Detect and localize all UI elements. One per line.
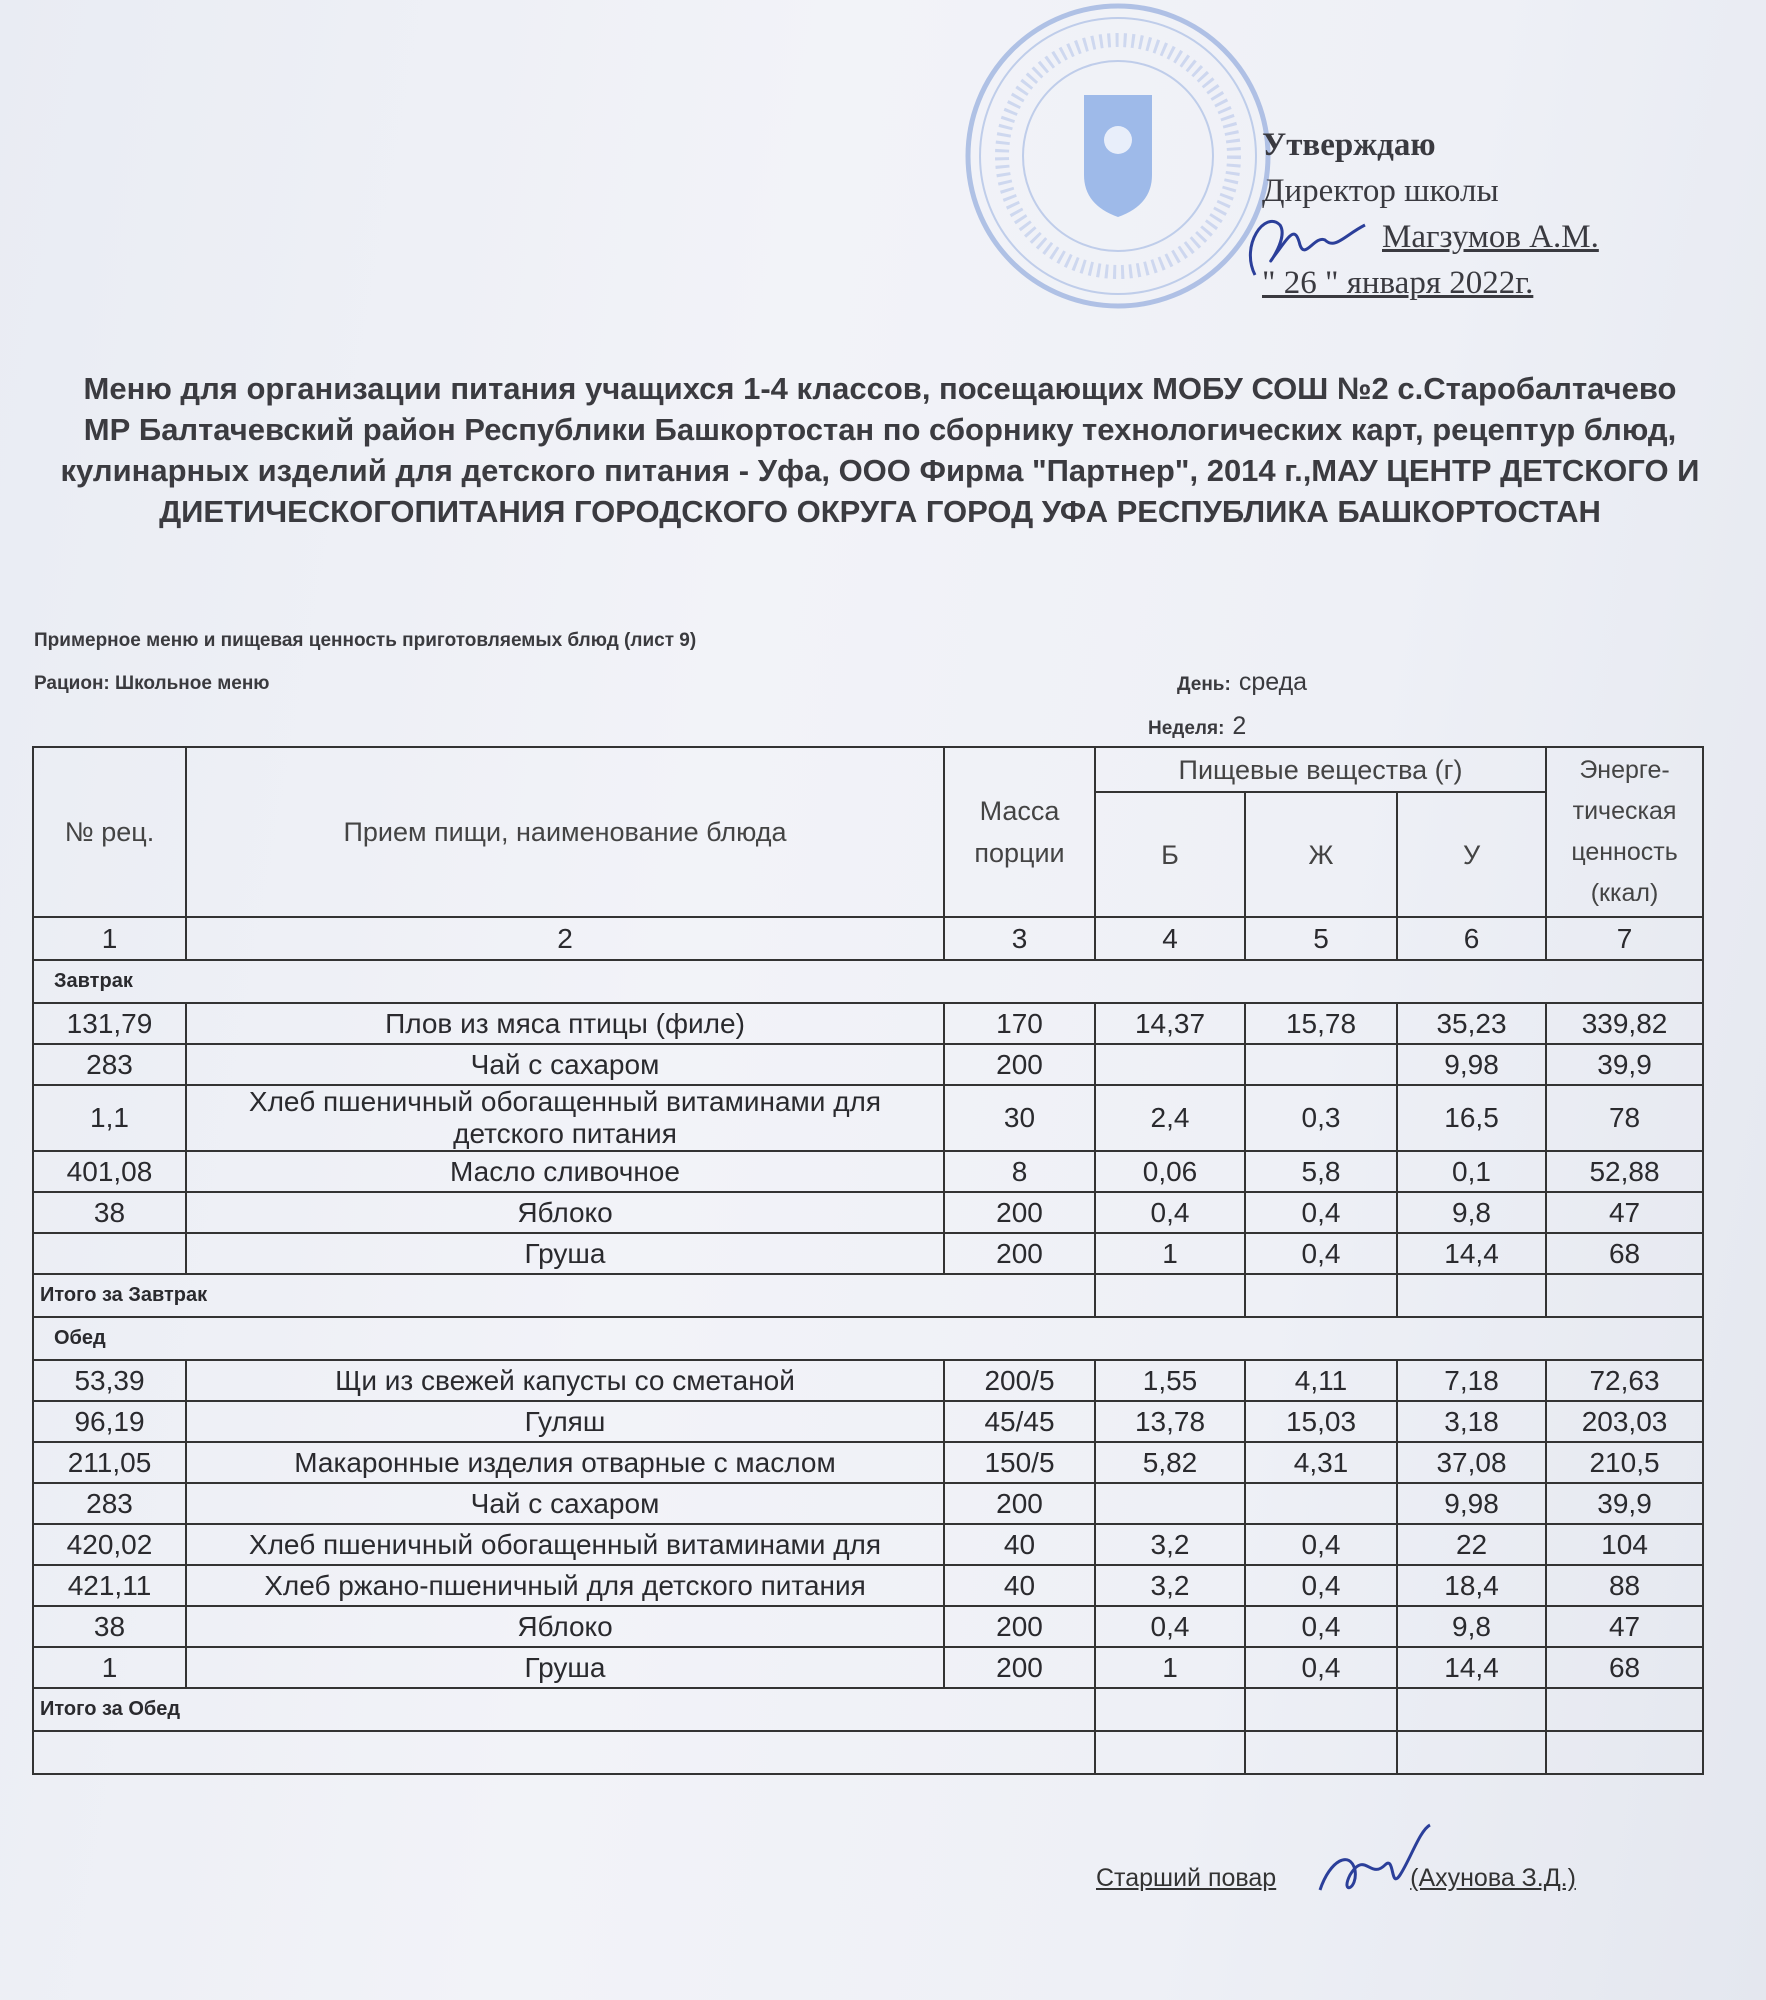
portion-mass: 200	[944, 1483, 1095, 1524]
total-row-breakfast	[33, 1274, 1703, 1317]
energy: 68	[1546, 1233, 1703, 1274]
week-value: 2	[1232, 712, 1247, 740]
col-number: 3	[944, 917, 1095, 960]
fat: 0,4	[1245, 1606, 1397, 1647]
dish-name: Макаронные изделия отварные с маслом	[186, 1442, 944, 1483]
portion-mass: 200	[944, 1606, 1095, 1647]
header-mass: Масса порции	[944, 747, 1095, 917]
carbs: 35,23	[1397, 1003, 1546, 1044]
dish-name: Яблоко	[186, 1192, 944, 1233]
portion-mass: 40	[944, 1565, 1095, 1606]
table-row	[33, 1647, 1703, 1688]
rec-number: 421,11	[33, 1565, 186, 1606]
approval-date: " 26 " января 2022г.	[1262, 265, 1534, 301]
rec-number: 38	[33, 1606, 186, 1647]
carbs: 14,4	[1397, 1647, 1546, 1688]
col-number: 1	[33, 917, 186, 960]
dish-name: Чай с сахаром	[186, 1044, 944, 1085]
header-protein: Б	[1095, 792, 1245, 917]
header-energy: Энерге-тическая ценность (ккал)	[1546, 747, 1703, 917]
portion-mass: 200	[944, 1192, 1095, 1233]
rec-number: 96,19	[33, 1401, 186, 1442]
table-row	[33, 1044, 1703, 1085]
table-row	[33, 1192, 1703, 1233]
energy: 88	[1546, 1565, 1703, 1606]
day-label: День:	[1177, 674, 1231, 695]
fat	[1245, 1044, 1397, 1085]
ration-label: Рацион: Школьное меню	[34, 673, 270, 694]
portion-mass: 40	[944, 1524, 1095, 1565]
col-number: 7	[1546, 917, 1703, 960]
section-row-breakfast	[33, 960, 1703, 1003]
protein: 3,2	[1095, 1565, 1245, 1606]
fat	[1245, 1483, 1397, 1524]
table-row	[33, 1524, 1703, 1565]
energy: 339,82	[1546, 1003, 1703, 1044]
day-field	[1177, 668, 1307, 697]
energy: 203,03	[1546, 1401, 1703, 1442]
rec-number	[33, 1233, 186, 1274]
dish-name: Чай с сахаром	[186, 1483, 944, 1524]
table-row	[33, 1233, 1703, 1274]
cook-position: Старший повар	[1096, 1864, 1277, 1892]
section-label: Завтрак	[33, 960, 1703, 1003]
subtitle: Примерное меню и пищевая ценность приготовляемых блюд (лист 9)	[34, 630, 697, 651]
carbs: 3,18	[1397, 1401, 1546, 1442]
protein: 14,37	[1095, 1003, 1245, 1044]
energy: 47	[1546, 1192, 1703, 1233]
official-seal-stamp	[962, 0, 1274, 312]
energy: 47	[1546, 1606, 1703, 1647]
table-row	[33, 1151, 1703, 1192]
protein	[1095, 1483, 1245, 1524]
portion-mass: 150/5	[944, 1442, 1095, 1483]
day-value: среда	[1238, 668, 1308, 696]
table-row	[33, 1606, 1703, 1647]
section-label: Обед	[33, 1317, 1703, 1360]
protein: 0,4	[1095, 1606, 1245, 1647]
rec-number: 1	[33, 1647, 186, 1688]
carbs: 37,08	[1397, 1442, 1546, 1483]
fat: 0,4	[1245, 1647, 1397, 1688]
header-carbs: У	[1397, 792, 1546, 917]
approval-name: Магзумов А.М.	[1382, 219, 1599, 255]
protein: 0,4	[1095, 1192, 1245, 1233]
week-label: Неделя:	[1148, 718, 1225, 739]
dish-name: Груша	[186, 1233, 944, 1274]
fat: 5,8	[1245, 1151, 1397, 1192]
energy: 210,5	[1546, 1442, 1703, 1483]
protein: 1	[1095, 1233, 1245, 1274]
dish-name: Плов из мяса птицы (филе)	[186, 1003, 944, 1044]
cook-signature	[1310, 1820, 1450, 1910]
table-row	[33, 1401, 1703, 1442]
portion-mass: 200/5	[944, 1360, 1095, 1401]
protein: 13,78	[1095, 1401, 1245, 1442]
rec-number: 53,39	[33, 1360, 186, 1401]
portion-mass: 200	[944, 1044, 1095, 1085]
total-label: Итого за Обед	[33, 1688, 1095, 1731]
approval-heading: Утверждаю	[1262, 127, 1436, 163]
header-name: Прием пищи, наименование блюда	[186, 747, 944, 917]
carbs: 9,8	[1397, 1606, 1546, 1647]
dish-name: Хлеб пшеничный обогащенный витаминами для	[186, 1524, 944, 1565]
rec-number: 211,05	[33, 1442, 186, 1483]
portion-mass: 200	[944, 1647, 1095, 1688]
protein: 2,4	[1095, 1085, 1245, 1151]
dish-name: Масло сливочное	[186, 1151, 944, 1192]
carbs: 9,98	[1397, 1044, 1546, 1085]
table-row	[33, 1483, 1703, 1524]
fat: 0,3	[1245, 1085, 1397, 1151]
fat: 0,4	[1245, 1565, 1397, 1606]
portion-mass: 30	[944, 1085, 1095, 1151]
total-row-lunch	[33, 1688, 1703, 1731]
header-nutrients: Пищевые вещества (г)	[1095, 747, 1546, 792]
dish-name: Яблоко	[186, 1606, 944, 1647]
carbs: 7,18	[1397, 1360, 1546, 1401]
energy: 52,88	[1546, 1151, 1703, 1192]
dish-name: Гуляш	[186, 1401, 944, 1442]
portion-mass: 8	[944, 1151, 1095, 1192]
rec-number: 401,08	[33, 1151, 186, 1192]
section-row-lunch	[33, 1317, 1703, 1360]
energy: 78	[1546, 1085, 1703, 1151]
energy: 68	[1546, 1647, 1703, 1688]
protein: 0,06	[1095, 1151, 1245, 1192]
fat: 15,03	[1245, 1401, 1397, 1442]
table-row	[33, 1085, 1703, 1151]
carbs: 0,1	[1397, 1151, 1546, 1192]
protein: 3,2	[1095, 1524, 1245, 1565]
rec-number: 283	[33, 1044, 186, 1085]
header-fat: Ж	[1245, 792, 1397, 917]
table-row	[33, 1442, 1703, 1483]
document-title: Меню для организации питания учащихся 1-4 классов, посещающих МОБУ СОШ №2 с.Старобалтачево МР Балтачевский район Республики Башкортостан по сборнику технологических карт, рецептур блюд, кулинарных изделий для детского питания - Уфа, ООО Фирма "Партнер", 2014 г.,МАУ ЦЕНТР ДЕТСКОГО И ДИЕТИЧЕСКОГОПИТАНИЯ ГОРОДСКОГО ОКРУГА ГОРОД УФА РЕСПУБЛИКА БАШКОРТОСТАН	[60, 371, 1700, 529]
fat: 15,78	[1245, 1003, 1397, 1044]
carbs: 14,4	[1397, 1233, 1546, 1274]
rec-number: 1,1	[33, 1085, 186, 1151]
rec-number: 420,02	[33, 1524, 186, 1565]
week-field	[1148, 712, 1246, 741]
menu-table	[32, 746, 1704, 1775]
total-label: Итого за Завтрак	[33, 1274, 1095, 1317]
portion-mass: 170	[944, 1003, 1095, 1044]
portion-mass: 200	[944, 1233, 1095, 1274]
protein: 1	[1095, 1647, 1245, 1688]
col-number: 6	[1397, 917, 1546, 960]
protein: 1,55	[1095, 1360, 1245, 1401]
table-row	[33, 1360, 1703, 1401]
column-numbers-row	[33, 917, 1703, 960]
carbs: 22	[1397, 1524, 1546, 1565]
rec-number: 131,79	[33, 1003, 186, 1044]
empty-row	[33, 1731, 1703, 1774]
energy: 39,9	[1546, 1483, 1703, 1524]
fat: 0,4	[1245, 1192, 1397, 1233]
cook-name: (Ахунова З.Д.)	[1410, 1864, 1576, 1892]
table-row	[33, 1565, 1703, 1606]
dish-name: Хлеб ржано-пшеничный для детского питания	[186, 1565, 944, 1606]
energy: 104	[1546, 1524, 1703, 1565]
energy: 39,9	[1546, 1044, 1703, 1085]
director-signature	[1235, 205, 1405, 285]
energy: 72,63	[1546, 1360, 1703, 1401]
portion-mass: 45/45	[944, 1401, 1095, 1442]
rec-number: 283	[33, 1483, 186, 1524]
table-row	[33, 1003, 1703, 1044]
dish-name: Груша	[186, 1647, 944, 1688]
carbs: 18,4	[1397, 1565, 1546, 1606]
fat: 0,4	[1245, 1233, 1397, 1274]
header-rec: № рец.	[33, 747, 186, 917]
dish-name: Щи из свежей капусты со сметаной	[186, 1360, 944, 1401]
carbs: 9,98	[1397, 1483, 1546, 1524]
protein: 5,82	[1095, 1442, 1245, 1483]
fat: 4,11	[1245, 1360, 1397, 1401]
fat: 4,31	[1245, 1442, 1397, 1483]
col-number: 2	[186, 917, 944, 960]
rec-number: 38	[33, 1192, 186, 1233]
protein	[1095, 1044, 1245, 1085]
col-number: 4	[1095, 917, 1245, 960]
fat: 0,4	[1245, 1524, 1397, 1565]
col-number: 5	[1245, 917, 1397, 960]
approval-position: Директор школы	[1262, 173, 1499, 209]
carbs: 9,8	[1397, 1192, 1546, 1233]
dish-name: Хлеб пшеничный обогащенный витаминами для детского питания	[186, 1085, 944, 1151]
carbs: 16,5	[1397, 1085, 1546, 1151]
